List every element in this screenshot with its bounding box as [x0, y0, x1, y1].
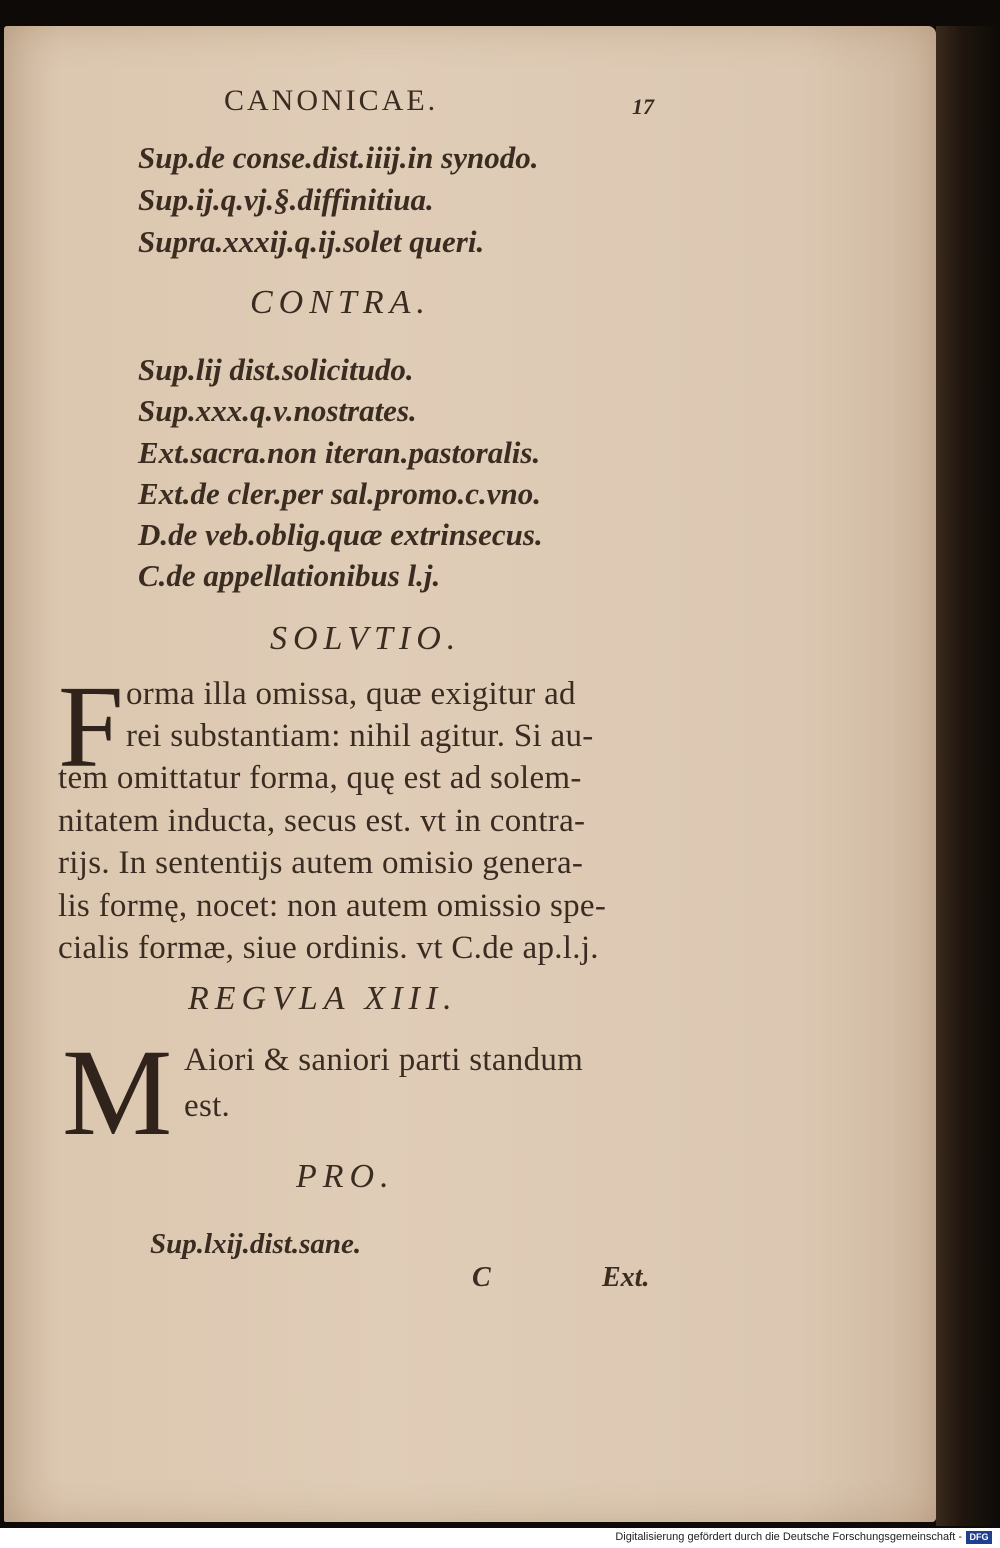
- section-heading-regula: REGVLA XIII.: [188, 980, 458, 1017]
- citation-line: D.de veb.oblig.quæ extrinsecus.: [138, 517, 543, 552]
- signature-mark: C: [472, 1262, 491, 1293]
- body-line: lis formę, nocet: non autem omissio spe-: [58, 888, 607, 924]
- body-line: rijs. In sententijs autem omisio genera-: [58, 845, 584, 881]
- section-heading-contra: CONTRA.: [250, 284, 431, 321]
- body-line: rei substantiam: nihil agitur. Si au-: [126, 718, 594, 754]
- folio-number: 17: [632, 94, 654, 119]
- drop-cap-f: F: [58, 661, 124, 792]
- citation-line: Sup.lxij.dist.sane.: [150, 1228, 362, 1260]
- body-line: tem omittatur forma, quę est ad solem-: [58, 760, 582, 796]
- body-line: nitatem inducta, secus est. vt in contra-: [58, 803, 586, 839]
- citation-line: Sup.de conse.dist.iiij.in synodo.: [138, 140, 539, 175]
- citation-line: Sup.ij.q.vj.§.diffinitiua.: [138, 182, 434, 217]
- catchword: Ext.: [602, 1262, 650, 1293]
- citation-line: C.de appellationibus l.j.: [138, 558, 441, 593]
- book-edge: [936, 26, 1000, 1526]
- citation-line: Ext.de cler.per sal.promo.c.vno.: [138, 476, 541, 511]
- running-head: CANONICAE.: [224, 84, 439, 117]
- body-line: Aiori & saniori parti standum: [184, 1042, 584, 1078]
- citation-line: Ext.sacra.non iteran.pastoralis.: [138, 435, 541, 470]
- citation-line: Sup.xxx.q.v.nostrates.: [138, 393, 417, 428]
- citation-line: Supra.xxxij.q.ij.solet queri.: [138, 224, 485, 259]
- footer-bar: [0, 1528, 1000, 1548]
- body-line: est.: [184, 1088, 231, 1124]
- section-heading-pro: PRO.: [296, 1158, 395, 1195]
- footer-credit: Digitalisierung gefördert durch die Deutsche Forschungsgemeinschaft -: [615, 1531, 962, 1543]
- body-line: cialis formæ, siue ordinis. vt C.de ap.l.j.: [58, 930, 599, 966]
- citation-line: Sup.lij dist.solicitudo.: [138, 352, 414, 387]
- drop-cap-m: M: [62, 1024, 173, 1161]
- section-heading-solutio: SOLVTIO.: [270, 620, 462, 657]
- body-line: orma illa omissa, quæ exigitur ad: [126, 676, 576, 712]
- dfg-logo-icon: DFG: [966, 1531, 992, 1544]
